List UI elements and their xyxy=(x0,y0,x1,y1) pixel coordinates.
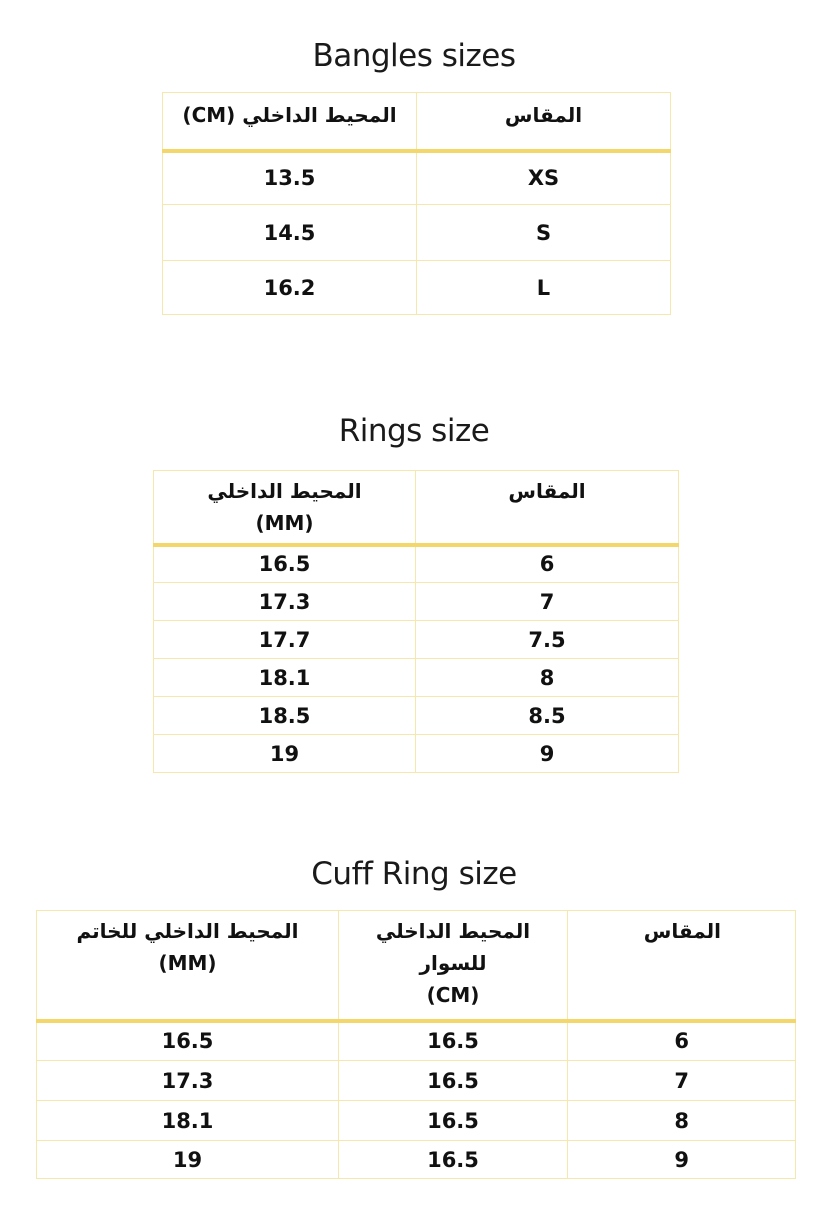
rings-title: Rings size xyxy=(338,413,490,449)
bracelet-cell: 16.5 xyxy=(339,1101,568,1141)
bracelet-cell: 16.5 xyxy=(339,1061,568,1101)
size-cell: S xyxy=(417,205,671,261)
bangles-circumference-header xyxy=(163,93,417,151)
table-row xyxy=(154,621,679,659)
circumference-cell: 18.5 xyxy=(154,697,416,735)
size-cell: 9 xyxy=(568,1141,796,1179)
circumference-cell: 13.5 xyxy=(163,151,417,205)
cuff-size-header xyxy=(568,911,796,1021)
rings-table xyxy=(153,470,679,773)
header-unit: (CM) xyxy=(426,983,480,1007)
circumference-cell: 14.5 xyxy=(163,205,417,261)
table-row xyxy=(154,583,679,621)
cuff-bracelet-header xyxy=(339,911,568,1021)
cuff-ring-header xyxy=(37,911,339,1021)
header-label: المحيط الداخلي xyxy=(375,919,531,943)
header-label: المقاس xyxy=(508,479,586,503)
header-label: المحيط الداخلي للخاتم xyxy=(76,919,299,943)
circumference-cell: 16.5 xyxy=(154,545,416,583)
table-row xyxy=(163,151,671,205)
header-unit: (MM) xyxy=(255,511,314,535)
header-unit: (MM) xyxy=(158,951,217,975)
size-cell: 6 xyxy=(416,545,679,583)
circumference-cell: 17.3 xyxy=(154,583,416,621)
size-cell: 9 xyxy=(416,735,679,773)
size-cell: 8.5 xyxy=(416,697,679,735)
table-row xyxy=(37,1141,796,1179)
bracelet-cell: 16.5 xyxy=(339,1021,568,1061)
circumference-cell: 17.7 xyxy=(154,621,416,659)
table-row xyxy=(154,697,679,735)
rings-circumference-header xyxy=(154,471,416,545)
cuff-header-row xyxy=(37,911,796,1021)
size-cell: 8 xyxy=(416,659,679,697)
bangles-table xyxy=(162,92,671,315)
table-row xyxy=(37,1101,796,1141)
header-label: المحيط الداخلي xyxy=(207,479,362,503)
ring-cell: 17.3 xyxy=(37,1061,339,1101)
table-row xyxy=(154,659,679,697)
circumference-cell: 18.1 xyxy=(154,659,416,697)
rings-size-header xyxy=(416,471,679,545)
header-label: المقاس xyxy=(504,103,583,127)
bracelet-cell: 16.5 xyxy=(339,1141,568,1179)
header-label: المقاس xyxy=(643,919,721,943)
ring-cell: 18.1 xyxy=(37,1101,339,1141)
cuff-title: Cuff Ring size xyxy=(311,856,517,892)
bangles-header-row xyxy=(163,93,671,151)
circumference-cell: 16.2 xyxy=(163,261,417,315)
table-row xyxy=(154,545,679,583)
bangles-title: Bangles sizes xyxy=(312,38,516,74)
ring-cell: 16.5 xyxy=(37,1021,339,1061)
table-row xyxy=(37,1021,796,1061)
ring-cell: 19 xyxy=(37,1141,339,1179)
size-cell: 8 xyxy=(568,1101,796,1141)
table-row xyxy=(163,261,671,315)
size-cell: 7.5 xyxy=(416,621,679,659)
table-row xyxy=(154,735,679,773)
header-label: المحيط الداخلي (CM) xyxy=(182,103,397,127)
circumference-cell: 19 xyxy=(154,735,416,773)
table-row xyxy=(37,1061,796,1101)
rings-header-row xyxy=(154,471,679,545)
size-cell: 6 xyxy=(568,1021,796,1061)
cuff-table xyxy=(36,910,796,1179)
header-label: للسوار xyxy=(419,951,487,975)
table-row xyxy=(163,205,671,261)
size-cell: L xyxy=(417,261,671,315)
size-cell: 7 xyxy=(416,583,679,621)
size-cell: XS xyxy=(417,151,671,205)
bangles-size-header xyxy=(417,93,671,151)
size-cell: 7 xyxy=(568,1061,796,1101)
